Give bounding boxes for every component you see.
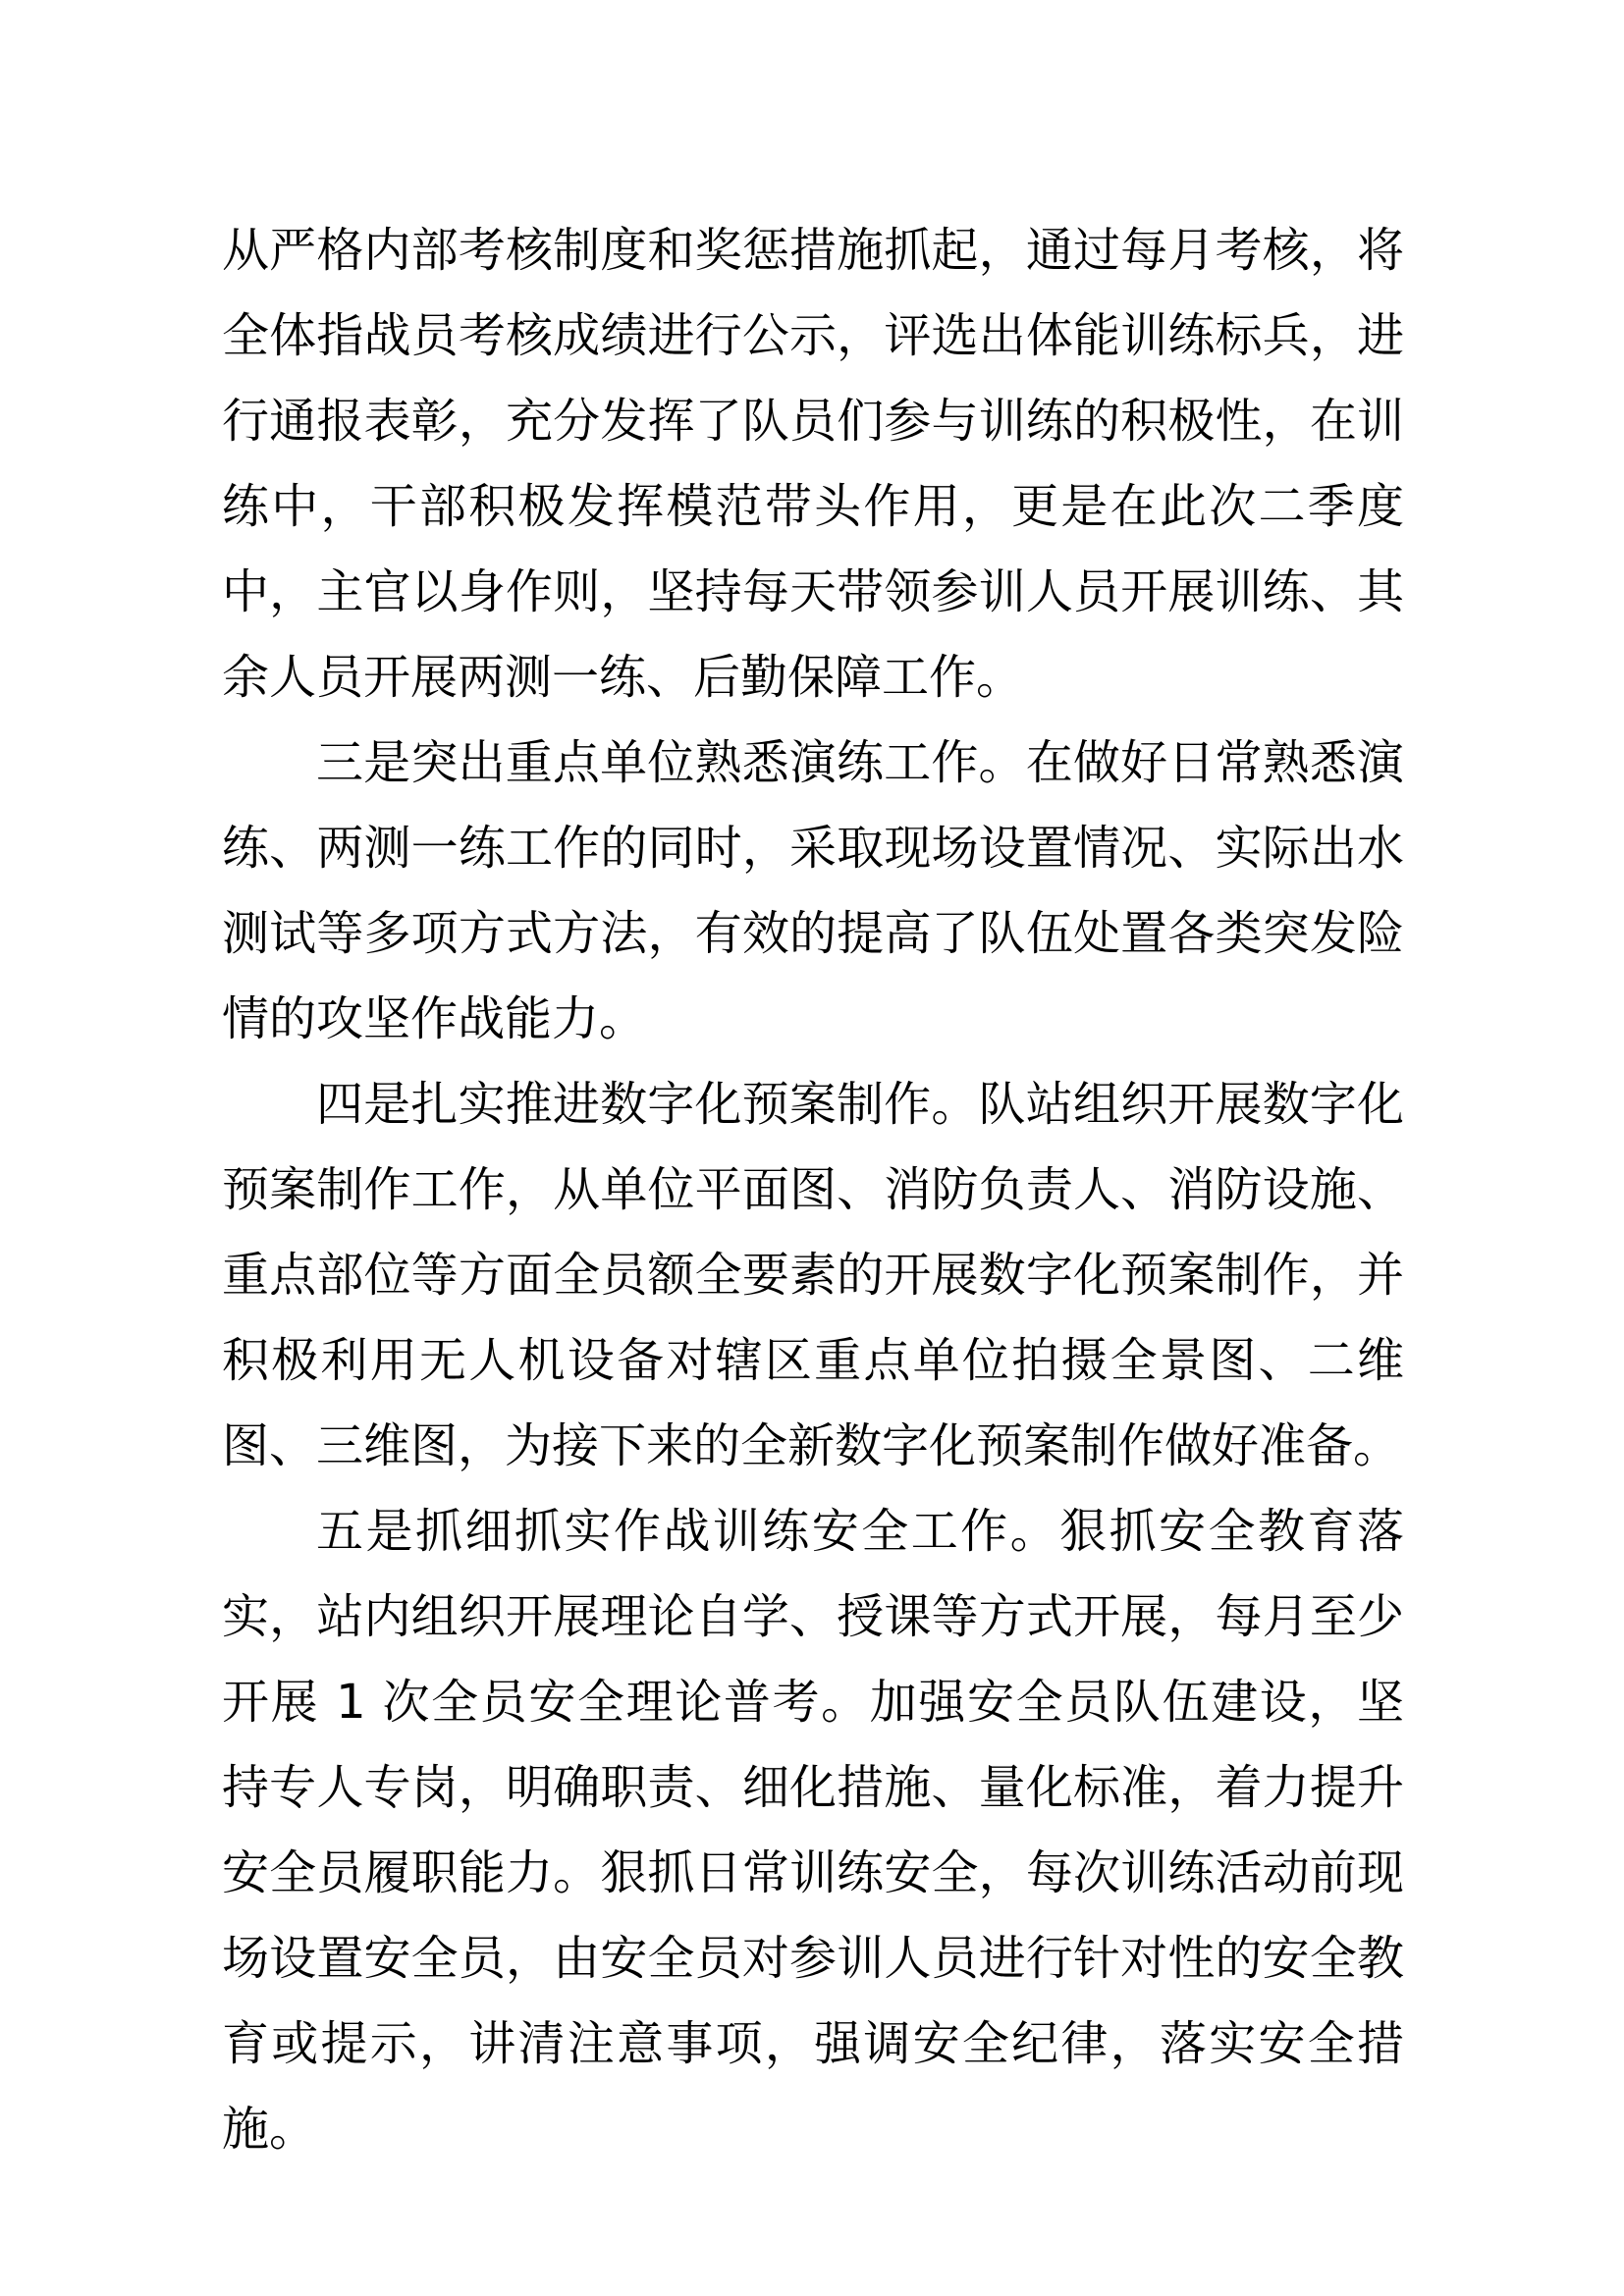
paragraph: 三是突出重点单位熟悉演练工作。在做好日常熟悉演练、两测一练工作的同时，采取现场设置情况、实际出水测试等多项方式方法，有效的提高了队伍处置各类突发险情的攻坚作战能力。 <box>222 735 1404 1046</box>
paragraph: 五是抓细抓实作战训练安全工作。狠抓安全教育落实，站内组织开展理论自学、授课等方式开展，每月至少开展 1 次全员安全理论普考。加强安全员队伍建设，坚持专人专岗，明确职责、细化措施、量化标准，着力提升安全员履职能力。狠抓日常训练安全，每次训练活动前现场设置安全员，由安全员对参训人员进行针对性的安全教育或提示，讲清注意事项，强调安全纪律，落实安全措施。 <box>222 1504 1404 2157</box>
paragraph: 从严格内部考核制度和奖惩措施抓起，通过每月考核，将全体指战员考核成绩进行公示，评选出体能训练标兵，进行通报表彰，充分发挥了队员们参与训练的积极性，在训练中，干部积极发挥模范带头作用，更是在此次二季度中，主官以身作则，坚持每天带领参训人员开展训练、其余人员开展两测一练、后勤保障工作。 <box>222 223 1404 705</box>
document-page <box>222 208 1404 2172</box>
paragraph: 四是扎实推进数字化预案制作。队站组织开展数字化预案制作工作，从单位平面图、消防负责人、消防设施、重点部位等方面全员额全要素的开展数字化预案制作，并积极利用无人机设备对辖区重点单位拍摄全景图、二维图、三维图，为接下来的全新数字化预案制作做好准备。 <box>222 1077 1404 1473</box>
